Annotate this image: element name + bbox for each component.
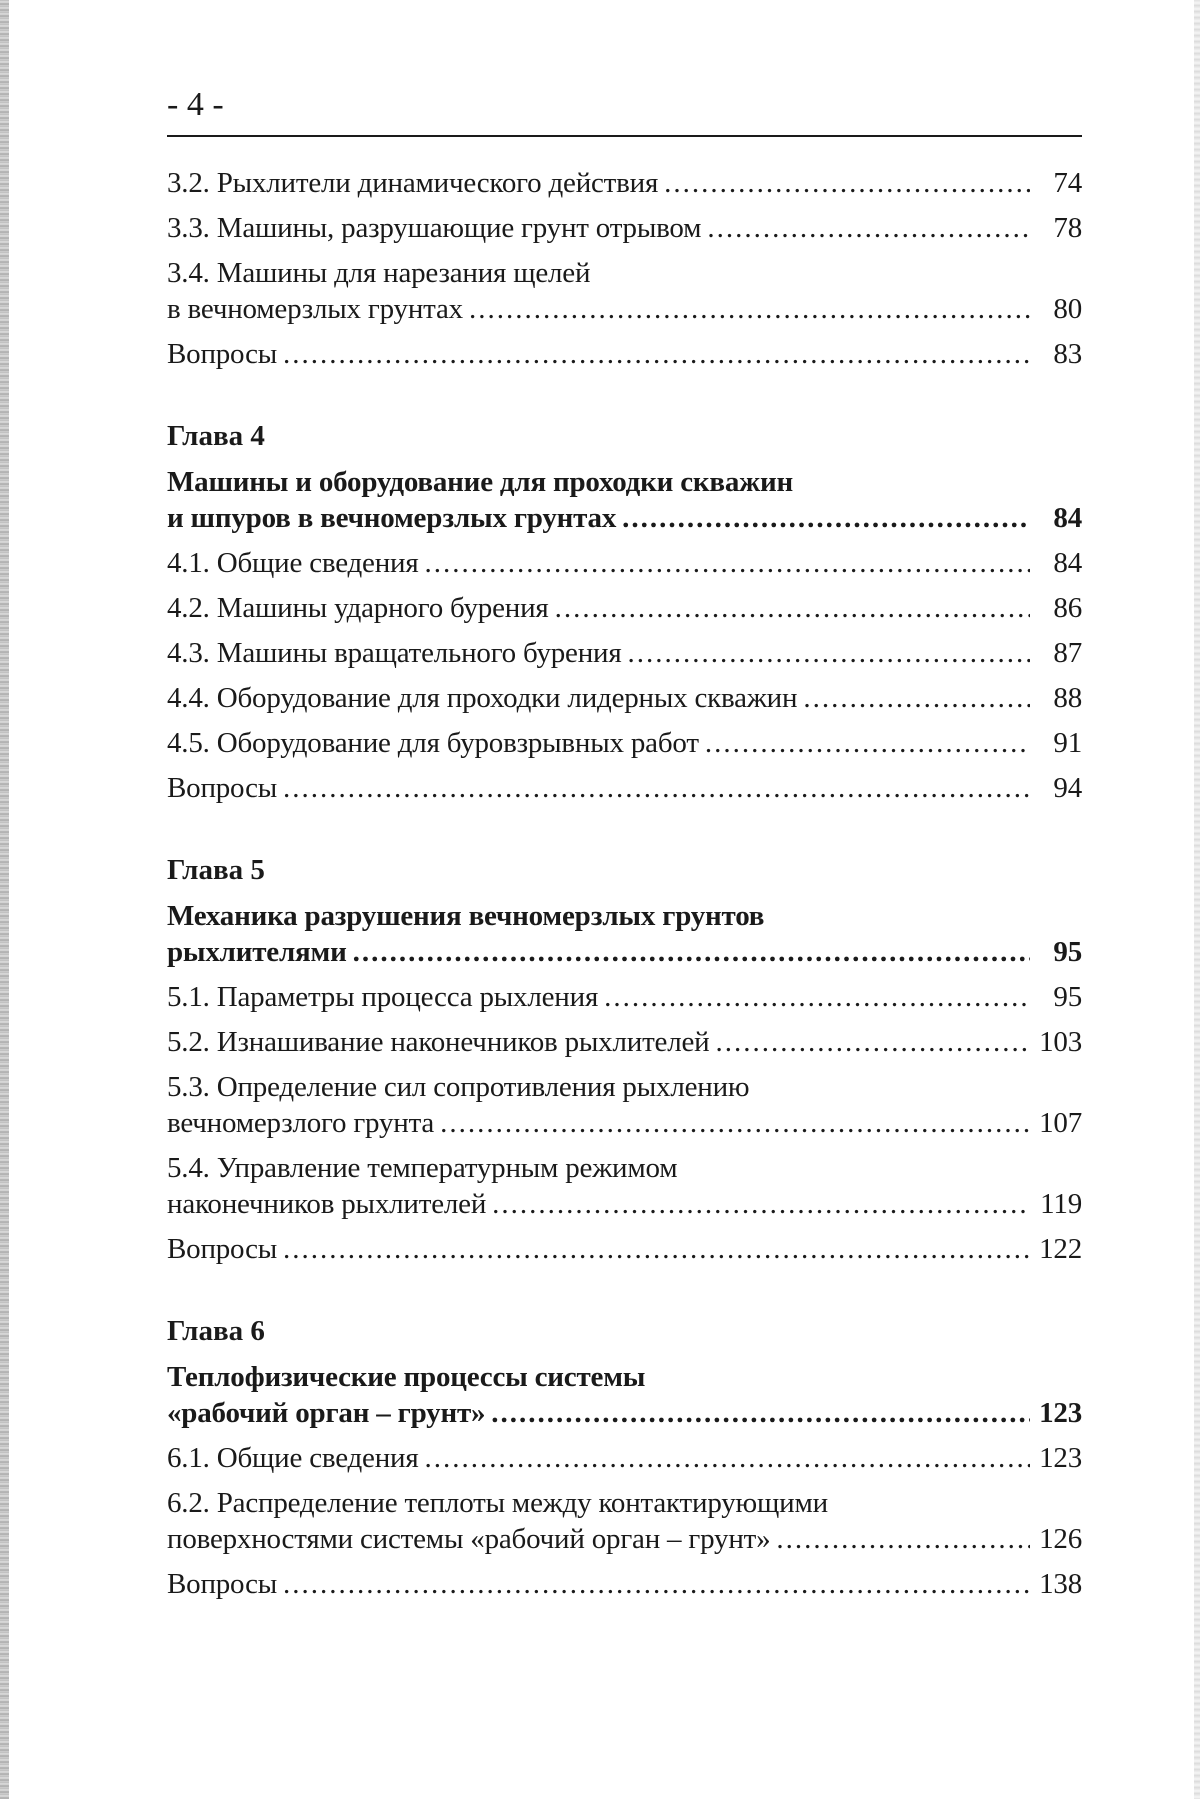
toc-entry-page: 86 [1053,592,1082,624]
chapter-title-line1: Механика разрушения вечномерзлых грунтов [167,900,765,932]
toc-section-chapter-4 [167,418,1082,806]
scan-edge-left [0,0,9,1799]
page-number: - 4 - [167,86,224,123]
header-rule [167,135,1082,137]
toc-entry-page: 91 [1053,727,1082,759]
toc-entry-page: 78 [1053,212,1082,244]
toc-entry[interactable] [167,1485,1082,1557]
toc-entry-label: поверхностями системы «рабочий орган – грунт» [167,1523,771,1555]
toc-entry-page: 88 [1053,682,1082,714]
toc-entry-label: в вечномерзлых грунтах [167,293,463,325]
toc-entry-label: 4.3. Машины вращательного бурения [167,637,622,669]
chapter-title-line1: Теплофизические процессы системы [167,1361,646,1393]
toc-entry[interactable] [167,1024,1082,1060]
toc-entry[interactable] [167,1231,1082,1267]
chapter-page: 123 [1039,1397,1082,1429]
chapter-title-line2: и шпуров в вечномерзлых грунтах [167,502,617,534]
chapter-title-entry[interactable] [167,1359,1082,1431]
toc-entry[interactable] [167,590,1082,626]
dot-leader [283,770,1030,806]
toc-page [167,85,1082,1611]
dot-leader [664,165,1030,201]
toc-entry-label: вечномерзлого грунта [167,1107,435,1139]
chapter-title-line2: рыхлителями [167,936,347,968]
toc-entry-label: Вопросы [167,338,278,370]
toc-entry-label: Вопросы [167,1233,278,1265]
toc-entry[interactable] [167,680,1082,716]
dot-leader [283,336,1030,372]
toc-entry[interactable] [167,979,1082,1015]
toc-entry-page: 119 [1040,1188,1082,1220]
dot-leader [425,545,1030,581]
toc-entry[interactable] [167,1566,1082,1602]
toc-entry-label-line1: 5.4. Управление температурным режимом [167,1152,678,1184]
dot-leader [622,500,1030,536]
toc-entry-page: 103 [1039,1026,1082,1058]
toc-entry-label: 5.2. Изнашивание наконечников рыхлителей [167,1026,710,1058]
chapter-heading: Глава 6 [167,1315,265,1347]
toc-entry-label-line1: 6.2. Распределение теплоты между контактирующими [167,1487,828,1519]
dot-leader [283,1231,1030,1267]
toc-entry-label: 4.5. Оборудование для буровзрывных работ [167,727,699,759]
dot-leader [283,1566,1030,1602]
dot-leader [715,1024,1030,1060]
chapter-heading: Глава 5 [167,854,265,886]
toc-entry-page: 74 [1053,167,1082,199]
scan-edge-right [1194,0,1200,1799]
dot-leader [440,1105,1030,1141]
dot-leader [776,1521,1030,1557]
toc-entry-page: 95 [1053,981,1082,1013]
toc-entry[interactable] [167,1440,1082,1476]
toc-entry-label: 3.2. Рыхлители динамического действия [167,167,659,199]
chapter-title-line2: «рабочий орган – грунт» [167,1397,486,1429]
toc-entry-label-line1: 3.4. Машины для нарезания щелей [167,257,591,289]
toc-entry-page: 94 [1053,772,1082,804]
toc-entry-label: Вопросы [167,772,278,804]
toc-entry[interactable] [167,1069,1082,1141]
chapter-title-entry[interactable] [167,464,1082,536]
dot-leader [705,725,1030,761]
chapter-title-line1: Машины и оборудование для проходки скважин [167,466,793,498]
toc-entry[interactable] [167,635,1082,671]
chapter-page: 84 [1053,502,1082,534]
toc-entry-page: 84 [1053,547,1082,579]
dot-leader [353,934,1030,970]
toc-entry-label: 4.2. Машины ударного бурения [167,592,549,624]
toc-entry[interactable] [167,770,1082,806]
dot-leader [604,979,1030,1015]
toc-entry[interactable] [167,165,1082,201]
toc-entry-label: 4.4. Оборудование для проходки лидерных скважин [167,682,798,714]
toc-entry[interactable] [167,210,1082,246]
dot-leader [491,1395,1030,1431]
dot-leader [803,680,1030,716]
chapter-page: 95 [1053,936,1082,968]
toc-entry-page: 83 [1053,338,1082,370]
toc-section-chapter-6 [167,1313,1082,1602]
dot-leader [628,635,1030,671]
toc-entry-page: 107 [1039,1107,1082,1139]
toc-entry-page: 126 [1039,1523,1082,1555]
toc-entry[interactable] [167,1150,1082,1222]
chapter-title-entry[interactable] [167,898,1082,970]
toc-entry-label: наконечников рыхлителей [167,1188,487,1220]
toc-entry-page: 87 [1053,637,1082,669]
toc-entry-label: Вопросы [167,1568,278,1600]
dot-leader [492,1186,1030,1222]
toc-section-chapter-3 [167,165,1082,372]
chapter-heading: Глава 4 [167,420,265,452]
toc-entry[interactable] [167,545,1082,581]
toc-entry-label: 4.1. Общие сведения [167,547,419,579]
dot-leader [555,590,1030,626]
toc-entry-page: 80 [1053,293,1082,325]
toc-section-chapter-5 [167,852,1082,1267]
toc-entry-label: 3.3. Машины, разрушающие грунт отрывом [167,212,702,244]
toc-entry-label: 6.1. Общие сведения [167,1442,419,1474]
toc-entry-label: 5.1. Параметры процесса рыхления [167,981,599,1013]
dot-leader [707,210,1030,246]
toc-entry-page: 122 [1039,1233,1082,1265]
toc-entry[interactable] [167,725,1082,761]
toc-entry-label-line1: 5.3. Определение сил сопротивления рыхлению [167,1071,750,1103]
toc-entry[interactable] [167,255,1082,327]
toc-entry-page: 123 [1039,1442,1082,1474]
dot-leader [469,291,1030,327]
toc-entry[interactable] [167,336,1082,372]
toc-entry-page: 138 [1039,1568,1082,1600]
dot-leader [425,1440,1030,1476]
